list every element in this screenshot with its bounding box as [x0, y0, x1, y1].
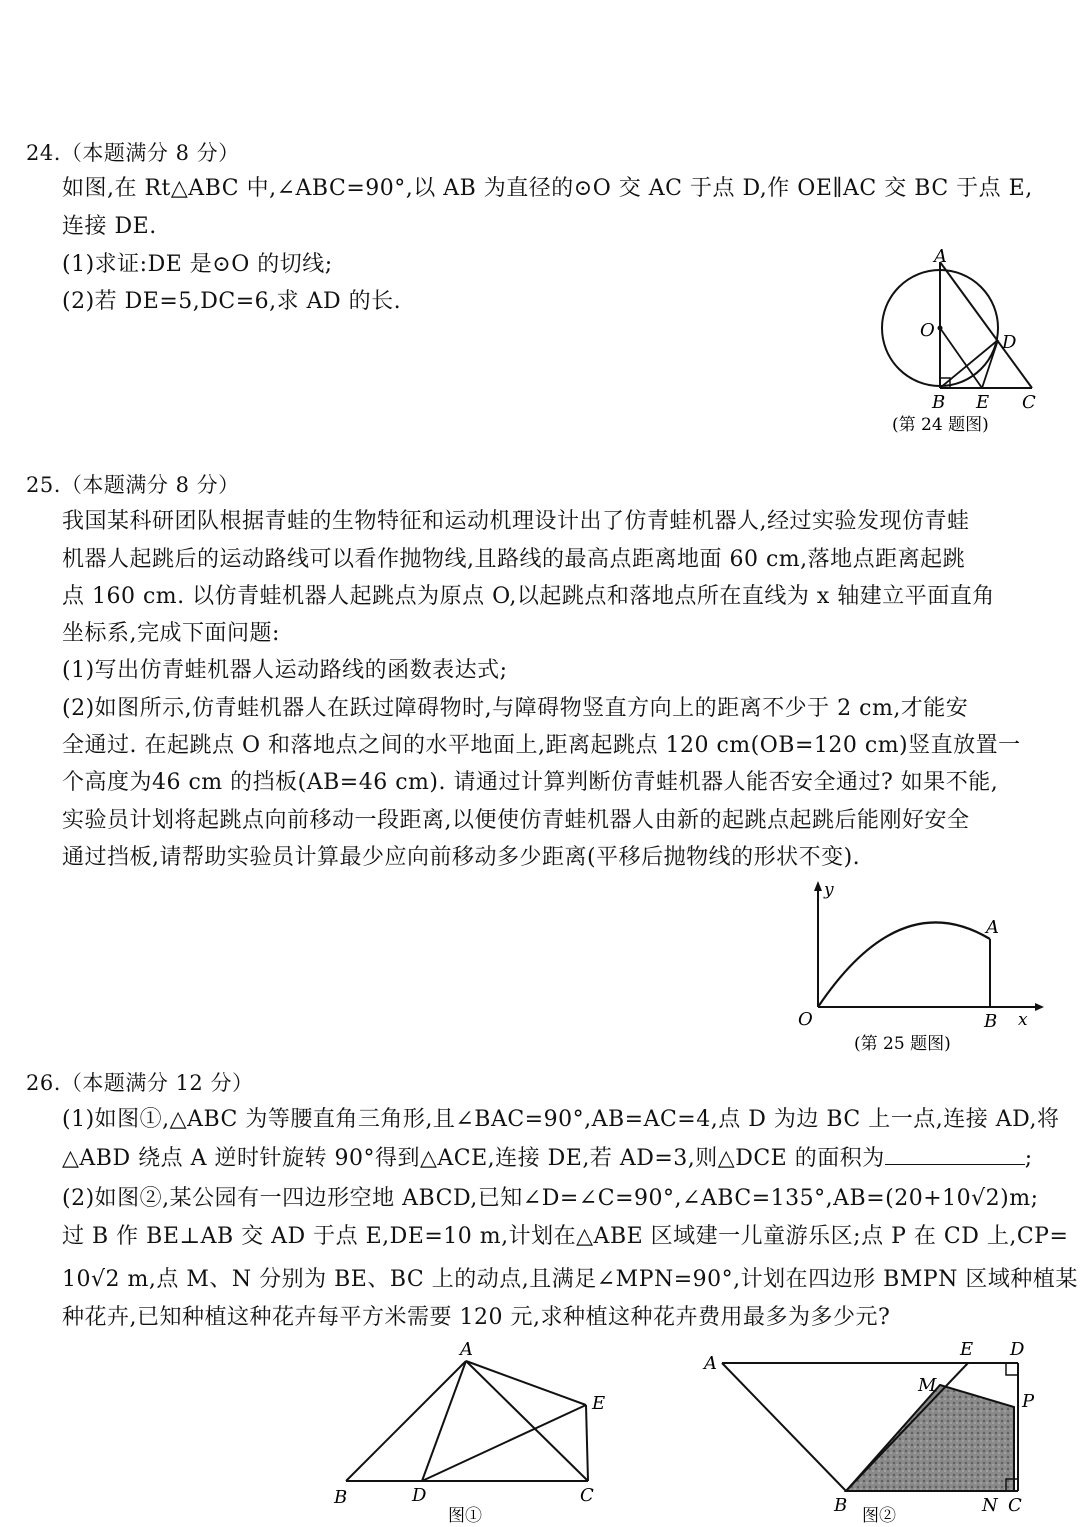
q25-header: 25.（本题满分 8 分） — [26, 473, 240, 497]
q26-figure-1 — [320, 1335, 630, 1525]
q25-line-2: 机器人起跳后的运动路线可以看作抛物线,且路线的最高点距离地面 60 cm,落地点距离起跳 — [62, 547, 966, 572]
label-e: E — [976, 392, 990, 413]
q24-figure — [860, 240, 1050, 440]
q26-line-1: (1)如图①,△ABC 为等腰直角三角形,且∠BAC=90°,AB=AC=4,点 D 为边 BC 上一点,连接 AD,将 — [62, 1107, 1060, 1132]
label-a: A — [704, 1353, 717, 1374]
q25-line-1: 我国某科研团队根据青蛙的生物特征和运动机理设计出了仿青蛙机器人,经过实验发现仿青蛙 — [62, 509, 970, 534]
segment-ae — [466, 1361, 586, 1405]
label-b: B — [932, 392, 946, 413]
label-b: B — [834, 1495, 848, 1516]
q25-line-7: 全通过. 在起跳点 O 和落地点之间的水平地面上,距离起跳点 120 cm(OB=120 cm)竖直放置一 — [62, 733, 1021, 758]
q24-caption: (第 24 题图) — [892, 415, 989, 435]
q26-figure-2 — [700, 1335, 1050, 1525]
q26-line-3: (2)如图②,某公园有一四边形空地 ABCD,已知∠D=∠C=90°,∠ABC=135°,AB=(20+10√2)m; — [62, 1186, 1039, 1211]
parabola-path — [818, 922, 990, 1007]
q25-line-4: 坐标系,完成下面问题: — [62, 621, 280, 646]
label-d: D — [412, 1485, 427, 1506]
label-d: D — [1002, 332, 1017, 353]
segment-ab — [346, 1361, 466, 1481]
q26-line-6: 种花卉,已知种植这种花卉每平方米需要 120 元,求种植这种花卉费用最多为多少元? — [62, 1305, 891, 1330]
center-point — [938, 326, 943, 331]
answer-blank[interactable] — [885, 1142, 1025, 1165]
label-c: C — [1008, 1495, 1022, 1516]
label-e: E — [592, 1393, 606, 1414]
label-p: P — [1022, 1391, 1035, 1412]
fig1-caption: 图① — [448, 1506, 482, 1525]
segment-ac — [466, 1361, 588, 1481]
q26-line-2-end: ; — [1024, 1146, 1033, 1171]
label-d: D — [1010, 1339, 1025, 1360]
label-n: N — [982, 1495, 998, 1516]
q24-line1: 如图,在 Rt△ABC 中,∠ABC=90°,以 AB 为直径的⊙O 交 AC 于点 D,作 OE∥AC 交 BC 于点 E, — [62, 176, 1033, 201]
label-x: x — [1018, 1010, 1028, 1030]
q26-line-5: 10√2 m,点 M、N 分别为 BE、BC 上的动点,且满足∠MPN=90°,计划在四边形 BMPN 区域种植某 — [62, 1267, 1078, 1292]
label-o: O — [798, 1009, 813, 1030]
label-b: B — [984, 1011, 998, 1032]
label-a: A — [986, 917, 999, 938]
label-b: B — [334, 1487, 348, 1508]
q26-line-2: △ABD 绕点 A 逆时针旋转 90°得到△ACE,连接 DE,若 AD=3,则△DCE 的面积为 — [62, 1146, 885, 1171]
shaded-region-bmpn — [846, 1385, 1014, 1491]
segment-ac — [940, 262, 1032, 388]
q25-line-9: 实验员计划将起跳点向前移动一段距离,以便使仿青蛙机器人由新的起跳点起跳后能刚好安全 — [62, 808, 970, 833]
q24-line2: 连接 DE. — [62, 214, 157, 239]
label-o: O — [920, 320, 935, 341]
q25-line-10: 通过挡板,请帮助实验员计算最少应向前移动多少距离(平移后抛物线的形状不变). — [62, 845, 861, 870]
q25-line-3: 点 160 cm. 以仿青蛙机器人起跳点为原点 O,以起跳点和落地点所在直线为 x 轴建立平面直角 — [62, 584, 995, 609]
segment-ce — [586, 1405, 588, 1481]
q26-line-4: 过 B 作 BE⊥AB 交 AD 于点 E,DE=10 m,计划在△ABE 区域建一儿童游乐区;点 P 在 CD 上,CP= — [62, 1224, 1069, 1249]
label-c: C — [1022, 392, 1036, 413]
segment-ab — [722, 1363, 846, 1491]
fig2-caption: 图② — [862, 1506, 896, 1525]
q26-line-2-wrap — [62, 1142, 1033, 1174]
q25-line-8: 个高度为46 cm 的挡板(AB=46 cm). 请通过计算判断仿青蛙机器人能否安全通过? 如果不能, — [62, 770, 999, 795]
q25-line-6: (2)如图所示,仿青蛙机器人在跃过障碍物时,与障碍物竖直方向上的距离不少于 2 cm,才能安 — [62, 696, 969, 721]
q24-part2: (2)若 DE=5,DC=6,求 AD 的长. — [62, 289, 402, 314]
label-m: M — [918, 1375, 937, 1396]
q26-header: 26.（本题满分 12 分） — [26, 1071, 254, 1095]
q24-header: 24.（本题满分 8 分） — [26, 141, 240, 165]
label-a: A — [460, 1339, 473, 1360]
q24-part1: (1)求证:DE 是⊙O 的切线; — [62, 252, 333, 277]
q25-figure — [790, 875, 1050, 1060]
x-axis-arrow-icon — [1035, 1003, 1044, 1011]
q25-line-5: (1)写出仿青蛙机器人运动路线的函数表达式; — [62, 658, 508, 683]
label-c: C — [580, 1485, 594, 1506]
y-axis-arrow-icon — [814, 881, 822, 891]
label-y: y — [824, 880, 834, 900]
label-e: E — [960, 1339, 974, 1360]
label-a: A — [934, 246, 947, 267]
right-angle-d — [1006, 1363, 1018, 1375]
q25-caption: (第 25 题图) — [854, 1034, 951, 1054]
